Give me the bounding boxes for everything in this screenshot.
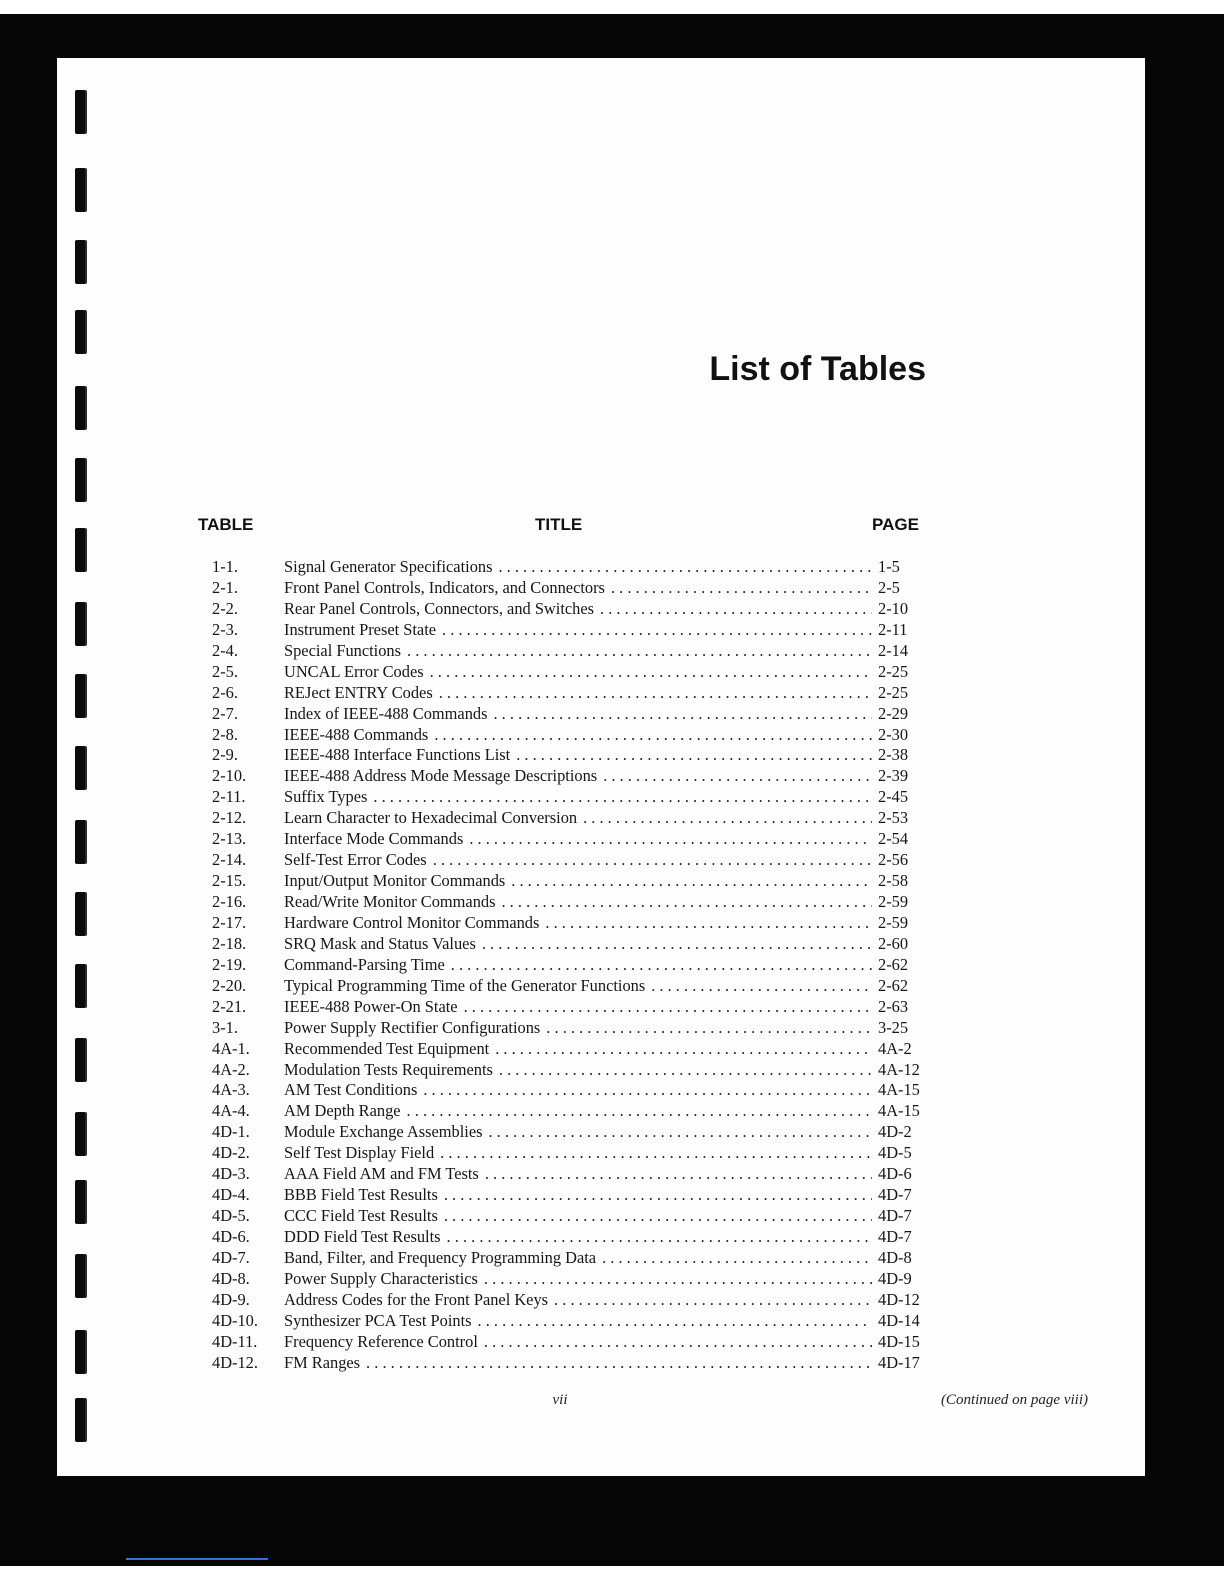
page-reference: 4D-6 xyxy=(878,1164,912,1184)
continued-note: (Continued on page viii) xyxy=(940,1392,1088,1408)
table-number: 2-5. xyxy=(212,661,238,681)
dot-leader xyxy=(482,934,872,955)
table-title: Module Exchange Assemblies xyxy=(284,1122,483,1142)
dot-leader xyxy=(493,704,872,725)
list-item xyxy=(212,1332,932,1353)
list-item xyxy=(212,1290,932,1311)
table-title: Typical Programming Time of the Generator Functions xyxy=(284,975,646,995)
dot-leader xyxy=(499,1060,872,1081)
table-title: Interface Mode Commands xyxy=(284,829,464,849)
table-number: 4A-3. xyxy=(212,1080,250,1100)
dot-leader xyxy=(484,1269,872,1290)
list-item xyxy=(212,745,932,766)
table-title: Synthesizer PCA Test Points xyxy=(284,1310,472,1330)
table-title: Power Supply Rectifier Configurations xyxy=(284,1017,541,1037)
list-item xyxy=(212,1060,932,1081)
list-item xyxy=(212,829,932,850)
table-title: IEEE-488 Commands xyxy=(284,724,429,744)
list-item xyxy=(212,683,932,704)
scan-edge-line xyxy=(126,1558,268,1560)
page-reference: 2-10 xyxy=(878,598,909,618)
table-title: Address Codes for the Front Panel Keys xyxy=(284,1289,549,1309)
page-reference: 4D-14 xyxy=(878,1310,920,1330)
binder-hole-mark xyxy=(75,528,85,572)
dot-leader xyxy=(434,725,872,746)
dot-leader xyxy=(583,808,872,829)
table-title: Learn Character to Hexadecimal Conversion xyxy=(284,808,578,828)
table-title: Input/Output Monitor Commands xyxy=(284,871,506,891)
table-title: UNCAL Error Codes xyxy=(284,661,424,681)
column-header-table: TABLE xyxy=(198,515,254,534)
table-title: IEEE-488 Power-On State xyxy=(284,996,458,1016)
binder-hole-mark xyxy=(75,746,85,790)
table-title: Power Supply Characteristics xyxy=(284,1268,478,1288)
list-item xyxy=(212,871,932,892)
page-reference: 4D-9 xyxy=(878,1268,912,1288)
binder-hole-mark xyxy=(75,964,85,1008)
page-reference: 2-29 xyxy=(878,703,909,723)
table-title: DDD Field Test Results xyxy=(284,1227,441,1246)
table-title: Command-Parsing Time xyxy=(284,954,445,974)
dot-leader xyxy=(545,913,872,934)
dot-leader xyxy=(488,1122,872,1143)
table-number: 2-21. xyxy=(212,996,247,1016)
page-reference: 4A-15 xyxy=(878,1101,920,1121)
list-item xyxy=(212,704,932,725)
table-title: Modulation Tests Requirements xyxy=(284,1059,493,1079)
binder-hole-mark xyxy=(75,168,85,212)
page-reference: 2-25 xyxy=(878,661,909,681)
table-number: 4D-11. xyxy=(212,1331,258,1351)
table-number: 2-15. xyxy=(212,871,247,891)
table-title: CCC Field Test Results xyxy=(284,1206,438,1226)
dot-leader xyxy=(611,578,872,599)
list-item xyxy=(212,578,932,599)
table-title: IEEE-488 Interface Functions List xyxy=(284,745,511,765)
page-reference: 4D-12 xyxy=(878,1289,920,1309)
table-title: IEEE-488 Address Mode Message Descriptions xyxy=(284,766,598,786)
list-item xyxy=(212,1018,932,1039)
page-reference: 2-11 xyxy=(878,619,908,639)
dot-leader xyxy=(546,1018,872,1039)
dot-leader xyxy=(439,683,872,704)
list-item xyxy=(212,1122,932,1143)
list-item xyxy=(212,955,932,976)
table-number: 2-3. xyxy=(212,619,238,639)
table-title: Read/Write Monitor Commands xyxy=(284,892,496,911)
dot-leader xyxy=(602,1248,872,1269)
list-item xyxy=(212,892,932,913)
dot-leader xyxy=(407,641,872,662)
table-number: 4D-2. xyxy=(212,1143,250,1163)
page-reference: 4D-5 xyxy=(878,1143,912,1163)
table-title: Self Test Display Field xyxy=(284,1143,435,1163)
dot-leader xyxy=(501,892,872,913)
page-reference: 4D-7 xyxy=(878,1185,912,1205)
table-number: 4D-7. xyxy=(212,1247,250,1267)
page-reference: 4D-7 xyxy=(878,1206,912,1226)
page-reference: 2-63 xyxy=(878,996,909,1016)
list-item xyxy=(212,1227,932,1248)
column-header-page: PAGE xyxy=(872,515,919,534)
binder-hole-mark xyxy=(75,820,85,864)
list-item xyxy=(212,808,932,829)
table-number: 2-19. xyxy=(212,954,247,974)
list-item xyxy=(212,1080,932,1101)
page-reference: 2-59 xyxy=(878,912,909,932)
table-title: Suffix Types xyxy=(284,787,368,807)
table-number: 2-9. xyxy=(212,745,238,765)
page-reference: 2-45 xyxy=(878,787,909,807)
dot-leader xyxy=(440,1143,872,1164)
table-number: 2-20. xyxy=(212,975,247,995)
table-number: 2-12. xyxy=(212,808,247,828)
table-title: AAA Field AM and FM Tests xyxy=(284,1164,479,1184)
page-reference: 1-5 xyxy=(878,557,900,576)
binder-hole-mark xyxy=(75,1180,85,1224)
table-number: 2-1. xyxy=(212,577,238,597)
page-reference: 2-30 xyxy=(878,724,909,744)
binder-hole-mark xyxy=(75,602,85,646)
binder-hole-mark xyxy=(75,1330,85,1374)
table-number: 2-6. xyxy=(212,682,238,702)
table-title: Frequency Reference Control xyxy=(284,1331,478,1351)
list-item xyxy=(212,1248,932,1269)
table-number: 4D-12. xyxy=(212,1352,258,1372)
table-title: Self-Test Error Codes xyxy=(284,850,427,870)
dot-leader xyxy=(442,620,872,641)
dot-leader xyxy=(498,557,872,578)
dot-leader xyxy=(603,766,872,787)
page-title: List of Tables xyxy=(709,350,926,388)
table-number: 4A-2. xyxy=(212,1059,250,1079)
list-item xyxy=(212,997,932,1018)
binder-hole-mark xyxy=(75,892,85,936)
list-item xyxy=(212,1311,932,1332)
dot-leader xyxy=(516,745,872,766)
table-number: 2-11. xyxy=(212,787,246,807)
table-number: 2-14. xyxy=(212,850,247,870)
dot-leader xyxy=(444,1185,872,1206)
page-reference: 4D-2 xyxy=(878,1122,912,1142)
list-item xyxy=(212,1164,932,1185)
page-reference: 2-14 xyxy=(878,640,909,660)
table-title: REJect ENTRY Codes xyxy=(284,682,433,702)
page-reference: 2-54 xyxy=(878,829,909,849)
dot-leader xyxy=(407,1101,872,1122)
binder-hole-mark xyxy=(75,458,85,502)
table-number: 4D-6. xyxy=(212,1227,250,1246)
binder-hole-mark xyxy=(75,1398,85,1442)
table-number: 2-17. xyxy=(212,912,247,932)
table-number: 1-1. xyxy=(212,557,238,576)
binder-hole-mark xyxy=(75,310,85,354)
dot-leader xyxy=(554,1290,872,1311)
page-reference: 2-53 xyxy=(878,808,909,828)
table-number: 2-16. xyxy=(212,892,247,911)
table-number: 4D-8. xyxy=(212,1268,250,1288)
table-title: AM Test Conditions xyxy=(284,1080,418,1100)
page-reference: 4A-15 xyxy=(878,1080,920,1100)
list-item xyxy=(212,787,932,808)
page-number: vii xyxy=(552,1392,568,1408)
table-title: Recommended Test Equipment xyxy=(284,1038,490,1058)
table-number: 2-13. xyxy=(212,829,247,849)
page-reference: 4A-2 xyxy=(878,1038,912,1058)
table-title: Instrument Preset State xyxy=(284,619,437,639)
dot-leader xyxy=(373,787,872,808)
table-title: Front Panel Controls, Indicators, and Connectors xyxy=(284,577,605,597)
table-number: 2-10. xyxy=(212,766,247,786)
list-item xyxy=(212,557,932,578)
dot-leader xyxy=(651,976,872,997)
table-title: Hardware Control Monitor Commands xyxy=(284,912,540,932)
dot-leader xyxy=(366,1353,872,1374)
page-reference: 4D-17 xyxy=(878,1352,920,1372)
list-item xyxy=(212,913,932,934)
dot-leader xyxy=(447,1227,872,1248)
list-item xyxy=(212,1143,932,1164)
list-item xyxy=(212,620,932,641)
page-reference: 4D-8 xyxy=(878,1247,912,1267)
table-number: 4D-4. xyxy=(212,1185,250,1205)
table-title: BBB Field Test Results xyxy=(284,1185,438,1205)
dot-leader xyxy=(469,829,872,850)
table-number: 2-4. xyxy=(212,640,238,660)
column-header-title: TITLE xyxy=(535,515,583,534)
table-number: 2-7. xyxy=(212,703,238,723)
page-reference: 3-25 xyxy=(878,1017,909,1037)
page-reference: 2-39 xyxy=(878,766,909,786)
list-item xyxy=(212,850,932,871)
table-number: 2-8. xyxy=(212,724,238,744)
table-number: 4D-10. xyxy=(212,1310,258,1330)
list-item xyxy=(212,1101,932,1122)
table-number: 2-2. xyxy=(212,598,238,618)
page-reference: 2-56 xyxy=(878,850,909,870)
dot-leader xyxy=(433,850,872,871)
dot-leader xyxy=(484,1332,872,1353)
table-number: 4D-5. xyxy=(212,1206,250,1226)
list-item xyxy=(212,641,932,662)
dot-leader xyxy=(485,1164,872,1185)
list-item xyxy=(212,1206,932,1227)
table-number: 4D-3. xyxy=(212,1164,250,1184)
table-title: Signal Generator Specifications xyxy=(284,557,493,576)
page-reference: 2-62 xyxy=(878,975,909,995)
list-item xyxy=(212,1353,932,1374)
page-reference: 2-62 xyxy=(878,954,909,974)
dot-leader xyxy=(423,1080,872,1101)
table-number: 4A-4. xyxy=(212,1101,250,1121)
page-reference: 2-58 xyxy=(878,871,909,891)
table-number: 4D-9. xyxy=(212,1289,250,1309)
dot-leader xyxy=(444,1206,872,1227)
table-list xyxy=(212,557,932,1374)
binder-hole-mark xyxy=(75,386,85,430)
table-title: Rear Panel Controls, Connectors, and Switches xyxy=(284,598,595,618)
list-item xyxy=(212,1039,932,1060)
dot-leader xyxy=(495,1039,872,1060)
binder-hole-mark xyxy=(75,240,85,284)
table-title: FM Ranges xyxy=(284,1352,361,1372)
list-item xyxy=(212,934,932,955)
table-title: Special Functions xyxy=(284,640,401,660)
dot-leader xyxy=(511,871,872,892)
table-title: AM Depth Range xyxy=(284,1101,401,1121)
table-title: SRQ Mask and Status Values xyxy=(284,933,476,953)
table-number: 3-1. xyxy=(212,1017,238,1037)
binder-hole-mark xyxy=(75,90,85,134)
list-item xyxy=(212,976,932,997)
page-reference: 2-60 xyxy=(878,933,909,953)
binder-hole-mark xyxy=(75,1038,85,1082)
table-title: Band, Filter, and Frequency Programming Data xyxy=(284,1247,597,1267)
list-item xyxy=(212,662,932,683)
binder-hole-mark xyxy=(75,674,85,718)
page-reference: 4A-12 xyxy=(878,1059,920,1079)
page-reference: 4D-7 xyxy=(878,1227,912,1246)
table-number: 2-18. xyxy=(212,933,247,953)
dot-leader xyxy=(430,662,872,683)
page-reference: 2-38 xyxy=(878,745,909,765)
dot-leader xyxy=(464,997,872,1018)
list-item xyxy=(212,599,932,620)
dot-leader xyxy=(600,599,872,620)
list-item xyxy=(212,1269,932,1290)
page-reference: 2-25 xyxy=(878,682,909,702)
page-reference: 4D-15 xyxy=(878,1331,920,1351)
table-number: 4D-1. xyxy=(212,1122,250,1142)
list-item xyxy=(212,1185,932,1206)
list-item xyxy=(212,725,932,746)
page-reference: 2-5 xyxy=(878,577,900,597)
table-number: 4A-1. xyxy=(212,1038,250,1058)
list-item xyxy=(212,766,932,787)
binder-hole-mark xyxy=(75,1254,85,1298)
dot-leader xyxy=(451,955,872,976)
table-title: Index of IEEE-488 Commands xyxy=(284,703,488,723)
dot-leader xyxy=(478,1311,872,1332)
binder-hole-mark xyxy=(75,1112,85,1156)
page-reference: 2-59 xyxy=(878,892,909,911)
